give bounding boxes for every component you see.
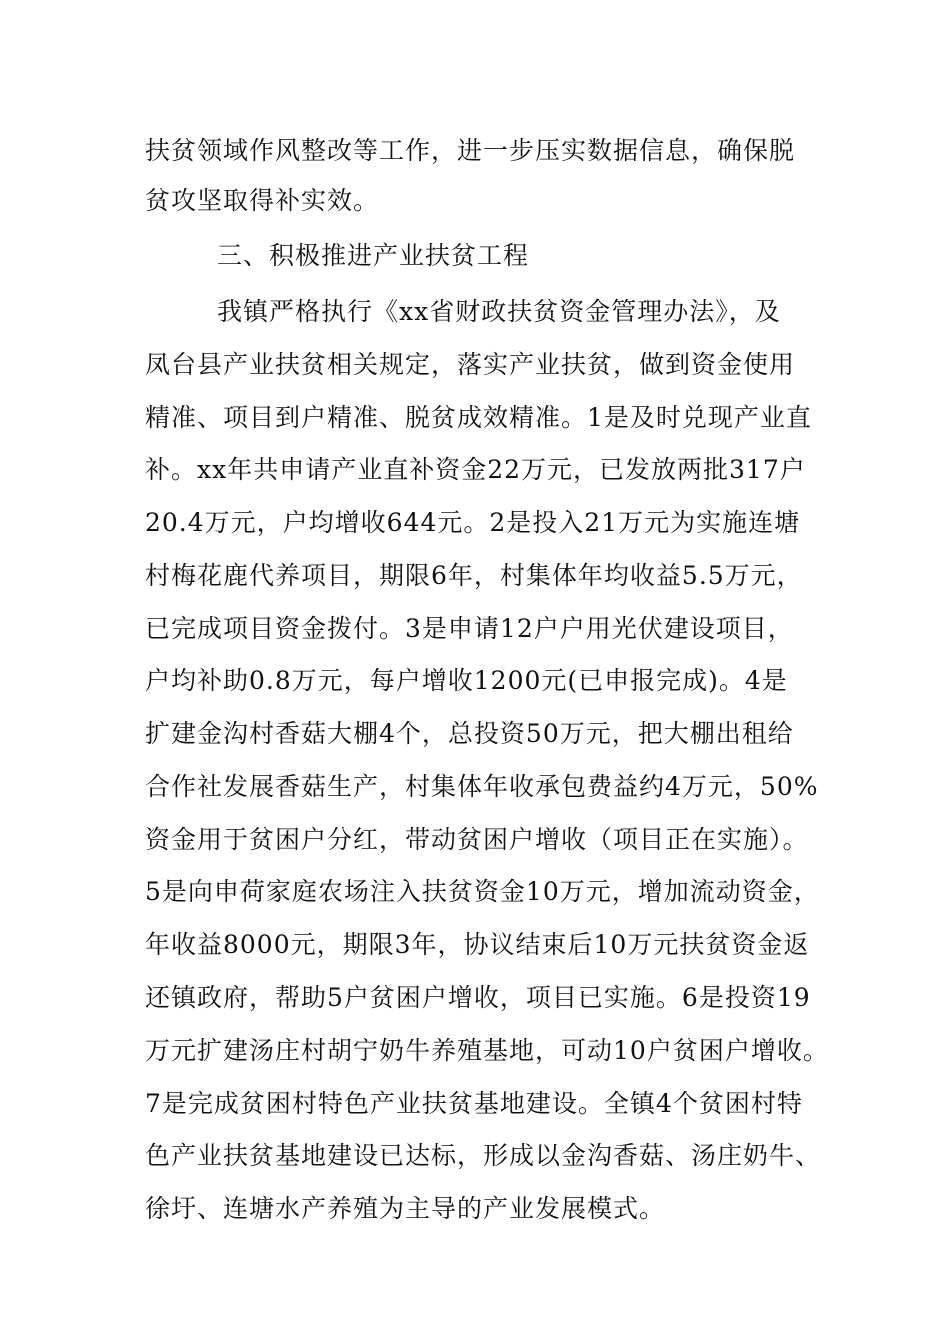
text-line: 20.4万元，户均增收644元。2是投入21万元为实施连塘 xyxy=(145,508,801,537)
text-line: 扩建金沟村香菇大棚4个，总投资50万元，把大棚出租给 xyxy=(145,719,794,748)
text-line: 资金用于贫困户分红，带动贫困户增收（项目正在实施）。 xyxy=(145,825,809,854)
section-heading: 三、积极推进产业扶贫工程 xyxy=(217,241,530,270)
text-line: 户均补助0.8万元，每户增收1200元(已申报完成)。4是 xyxy=(145,666,788,695)
text-line: 村梅花鹿代养项目，期限6年，村集体年均收益5.5万元， xyxy=(145,561,803,590)
text-line: 我镇严格执行《xx省财政扶贫资金管理办法》，及 xyxy=(217,297,781,326)
text-line: 7是完成贫困村特色产业扶贫基地建设。全镇4个贫困村特 xyxy=(145,1089,803,1118)
text-line: 还镇政府，帮助5户贫困户增收，项目已实施。6是投资19 xyxy=(145,983,811,1012)
text-line: 补。xx年共申请产业直补资金22万元，已发放两批317户 xyxy=(145,455,806,484)
text-line: 徐圩、连塘水产养殖为主导的产业发展模式。 xyxy=(145,1194,666,1223)
text-line: 5是向申荷家庭农场注入扶贫资金10万元，增加流动资金， xyxy=(145,877,820,906)
text-line: 色产业扶贫基地建设已达标，形成以金沟香菇、汤庄奶牛、 xyxy=(145,1141,822,1170)
text-line: 合作社发展香菇生产，村集体年收承包费益约4万元，50% xyxy=(145,772,819,801)
text-line: 贫攻坚取得补实效。 xyxy=(145,186,380,215)
text-line: 已完成项目资金拨付。3是申请12户户用光伏建设项目， xyxy=(145,614,794,643)
text-line: 凤台县产业扶贫相关规定，落实产业扶贫，做到资金使用 xyxy=(145,350,796,379)
text-line: 万元扩建汤庄村胡宁奶牛养殖基地，可动10户贫困户增收。 xyxy=(145,1036,829,1065)
text-line: 年收益8000元，期限3年，协议结束后10万元扶贫资金返 xyxy=(145,930,810,959)
text-line: 精准、项目到户精准、脱贫成效精准。1是及时兑现产业直 xyxy=(145,403,812,432)
text-line: 扶贫领域作风整改等工作，进一步压实数据信息，确保脱 xyxy=(145,136,796,165)
